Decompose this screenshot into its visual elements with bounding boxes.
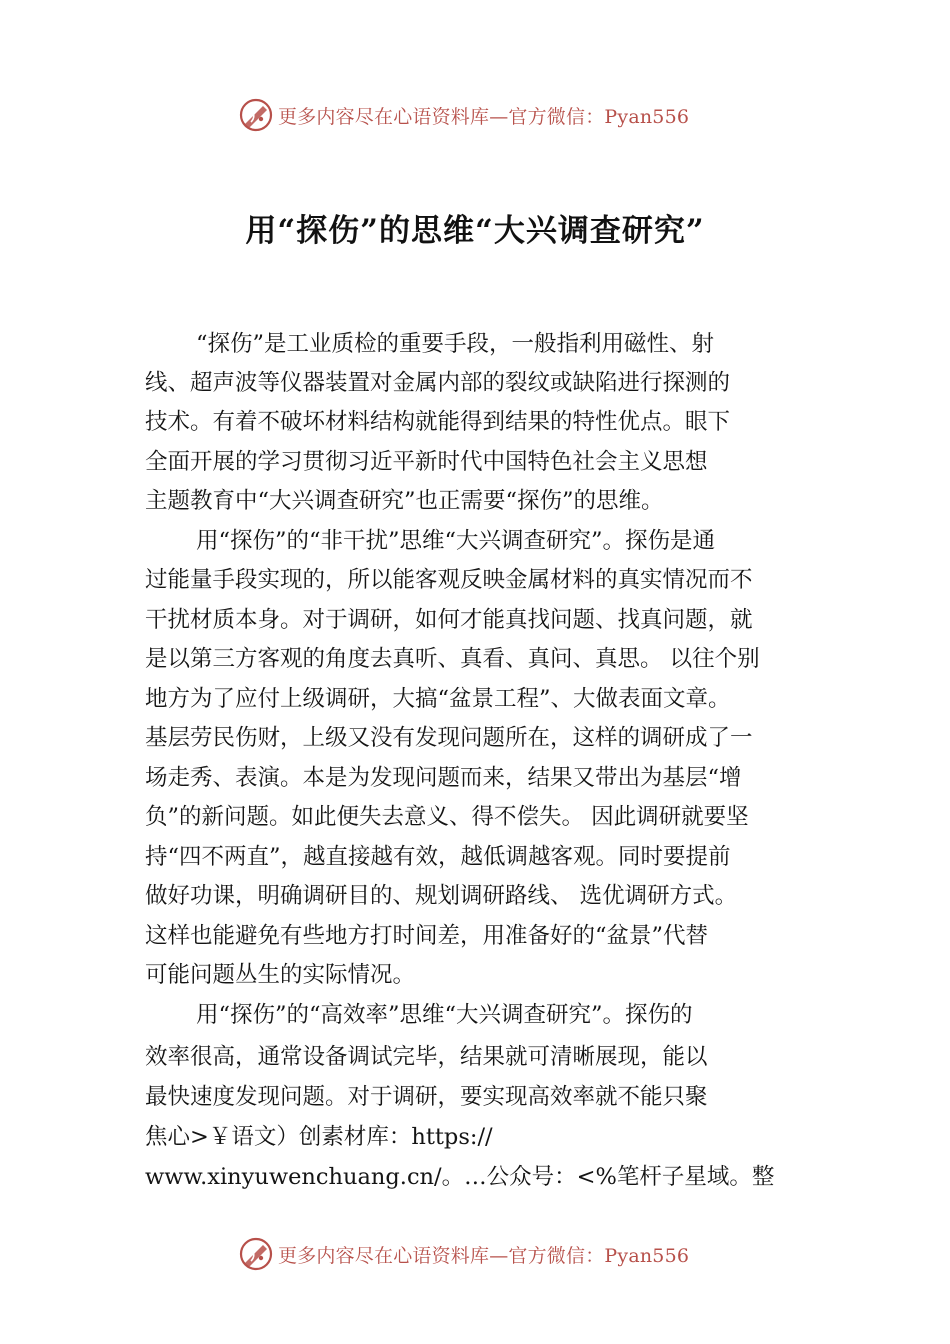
body-line: 做好功课，明确调研目的、规划调研路线、 选优调研方式。 <box>145 883 738 909</box>
body-line: 这样也能避免有些地方打时间差，用准备好的“盆景”代替 <box>145 923 709 949</box>
body-line: 场走秀、表演。本是为发现问题而来，结果又带出为基层“增 <box>145 765 742 791</box>
header-watermark-banner <box>238 97 689 133</box>
body-line: www.xinyuwenchuang.cn/。…公众号：<%笔杆子星域。整 <box>145 1164 775 1190</box>
banner-text: 更多内容尽在心语资料库—官方微信：Pyan556 <box>278 105 690 128</box>
body-line: 全面开展的学习贯彻习近平新时代中国特色社会主义思想 <box>145 449 708 475</box>
footer-watermark-banner <box>238 1236 689 1272</box>
body-line: 主题教育中“大兴调查研究”也正需要“探伤”的思维。 <box>145 488 664 514</box>
body-line: 焦心>￥语文）创素材库：https:// <box>145 1124 493 1150</box>
body-line: 持“四不两直”，越直接越有效，越低调越客观。同时要提前 <box>145 844 731 870</box>
body-line: 基层劳民伤财，上级又没有发现问题所在，这样的调研成了一 <box>145 725 753 751</box>
pen-circle-logo-icon <box>238 97 274 133</box>
body-line: 用“探伤”的“非干扰”思维“大兴调查研究”。探伤是通 <box>196 528 716 554</box>
article-title: 用“探伤”的思维“大兴调查研究” <box>245 213 705 249</box>
body-line: 最快速度发现问题。对于调研，要实现高效率就不能只聚 <box>145 1084 708 1110</box>
body-line: 地方为了应付上级调研，大搞“盆景工程”、大做表面文章。 <box>145 686 731 712</box>
body-line: 效率很高，通常设备调试完毕，结果就可清晰展现，能以 <box>145 1044 708 1070</box>
body-line: 负”的新问题。如此便失去意义、得不偿失。 因此调研就要坚 <box>145 804 749 830</box>
body-line: 可能问题丛生的实际情况。 <box>145 962 416 988</box>
body-line: “探伤”是工业质检的重要手段，一般指利用磁性、射 <box>196 331 715 357</box>
body-line: 是以第三方客观的角度去真听、真看、真问、真思。 以往个别 <box>145 646 760 672</box>
body-line: 干扰材质本身。对于调研，如何才能真找问题、找真问题，就 <box>145 607 753 633</box>
body-line: 线、超声波等仪器装置对金属内部的裂纹或缺陷进行探测的 <box>145 370 731 396</box>
banner-text: 更多内容尽在心语资料库—官方微信：Pyan556 <box>278 1244 690 1267</box>
body-line: 技术。有着不破坏材料结构就能得到结果的特性优点。眼下 <box>145 409 731 435</box>
pen-circle-logo-icon <box>238 1236 274 1272</box>
body-line: 用“探伤”的“高效率”思维“大兴调查研究”。探伤的 <box>196 1002 693 1028</box>
body-line: 过能量手段实现的，所以能客观反映金属材料的真实情况而不 <box>145 567 753 593</box>
